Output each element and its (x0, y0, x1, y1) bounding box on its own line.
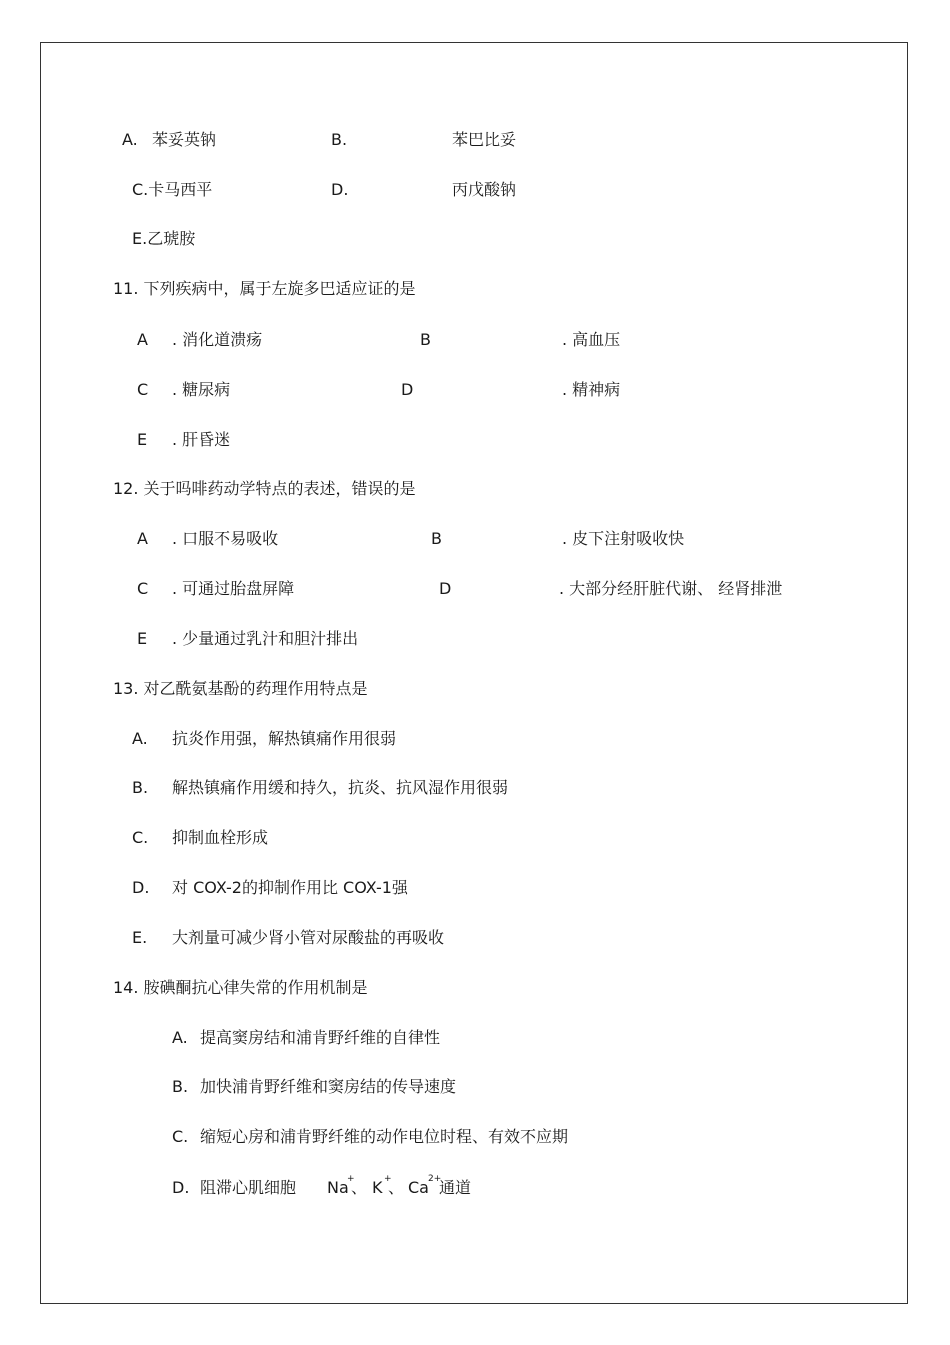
q11-option-c-letter: C (137, 380, 149, 399)
q11-option-a-letter: A (137, 330, 148, 349)
q10-option-d-letter: D. (331, 180, 349, 199)
q13-option-c-letter: C. (132, 828, 149, 847)
q11-option-e-text: . 肝昏迷 (172, 430, 231, 449)
q12-option-c-text: . 可通过胎盘屏障 (172, 579, 295, 598)
q12-stem: 12. 关于吗啡药动学特点的表述，错误的是 (113, 479, 416, 498)
q14-option-d-sodium-charge: + (347, 1174, 355, 1184)
q12-option-a-text: . 口服不易吸收 (172, 529, 279, 548)
q12-option-b-letter: B (431, 529, 442, 548)
q14-option-d-sodium: Na (327, 1178, 349, 1197)
q11-stem: 11. 下列疾病中，属于左旋多巴适应证的是 (113, 279, 416, 298)
q10-option-b-letter: B. (331, 130, 348, 149)
q13-stem: 13. 对乙酰氨基酚的药理作用特点是 (113, 679, 368, 698)
q14-option-d-potassium: K (372, 1178, 383, 1197)
q11-option-d-text: . 精神病 (562, 380, 621, 399)
q14-option-b-letter: B. (172, 1077, 189, 1096)
q12-option-a-letter: A (137, 529, 148, 548)
q14-option-d-text: 阻滞心肌细胞 (200, 1178, 297, 1197)
q10-option-b-text: 苯巴比妥 (452, 130, 517, 149)
q14-option-c-letter: C. (172, 1127, 189, 1146)
q13-option-d-text: 对 COX-2的抑制作用比 COX-1强 (172, 878, 408, 897)
q14-option-a-letter: A. (172, 1028, 188, 1047)
q12-option-c-letter: C (137, 579, 149, 598)
q14-option-b-text: 加快浦肯野纤维和窦房结的传导速度 (200, 1077, 457, 1096)
q10-option-d-text: 丙戊酸钠 (452, 180, 517, 199)
q11-option-b-text: . 高血压 (562, 330, 621, 349)
q14-option-d-letter: D. (172, 1178, 190, 1197)
q11-option-e-letter: E (137, 430, 148, 449)
q11-option-d-letter: D (401, 380, 414, 399)
q13-option-a-letter: A. (132, 729, 148, 748)
q12-option-e-letter: E (137, 629, 148, 648)
q12-option-d-text: . 大部分经肝脏代谢、 经肾排泄 (559, 579, 783, 598)
q12-option-d-letter: D (439, 579, 452, 598)
q14-option-d-separator-2: 、 (388, 1178, 405, 1197)
q14-option-d-separator-1: 、 (351, 1178, 368, 1197)
q14-option-d-text-end: 通道 (439, 1178, 472, 1197)
q13-option-a-text: 抗炎作用强，解热镇痛作用很弱 (172, 729, 397, 748)
q14-option-d-calcium: Ca (408, 1178, 429, 1197)
q12-option-e-text: . 少量通过乳汁和胆汁排出 (172, 629, 359, 648)
q14-stem: 14. 胺碘酮抗心律失常的作用机制是 (113, 978, 368, 997)
q10-option-a-letter: A. (122, 130, 138, 149)
q14-option-c-text: 缩短心房和浦肯野纤维的动作电位时程、有效不应期 (200, 1127, 569, 1146)
q11-option-b-letter: B (420, 330, 431, 349)
q13-option-d-letter: D. (132, 878, 150, 897)
q13-option-b-text: 解热镇痛作用缓和持久，抗炎、抗风湿作用很弱 (172, 778, 509, 797)
q11-option-a-text: . 消化道溃疡 (172, 330, 263, 349)
q10-option-a-text: 苯妥英钠 (152, 130, 217, 149)
q14-option-d-potassium-charge: + (384, 1174, 392, 1184)
q13-option-e-letter: E. (132, 928, 148, 947)
q10-option-c: C.卡马西平 (132, 180, 213, 199)
q11-option-c-text: . 糖尿病 (172, 380, 231, 399)
q13-option-b-letter: B. (132, 778, 149, 797)
q13-option-e-text: 大剂量可减少肾小管对尿酸盐的再吸收 (172, 928, 445, 947)
q13-option-c-text: 抑制血栓形成 (172, 828, 269, 847)
q12-option-b-text: . 皮下注射吸收快 (562, 529, 685, 548)
q14-option-a-text: 提高窦房结和浦肯野纤维的自律性 (200, 1028, 441, 1047)
q10-option-e: E.乙琥胺 (132, 229, 196, 248)
q14-option-d-calcium-charge: 2+ (428, 1174, 442, 1184)
